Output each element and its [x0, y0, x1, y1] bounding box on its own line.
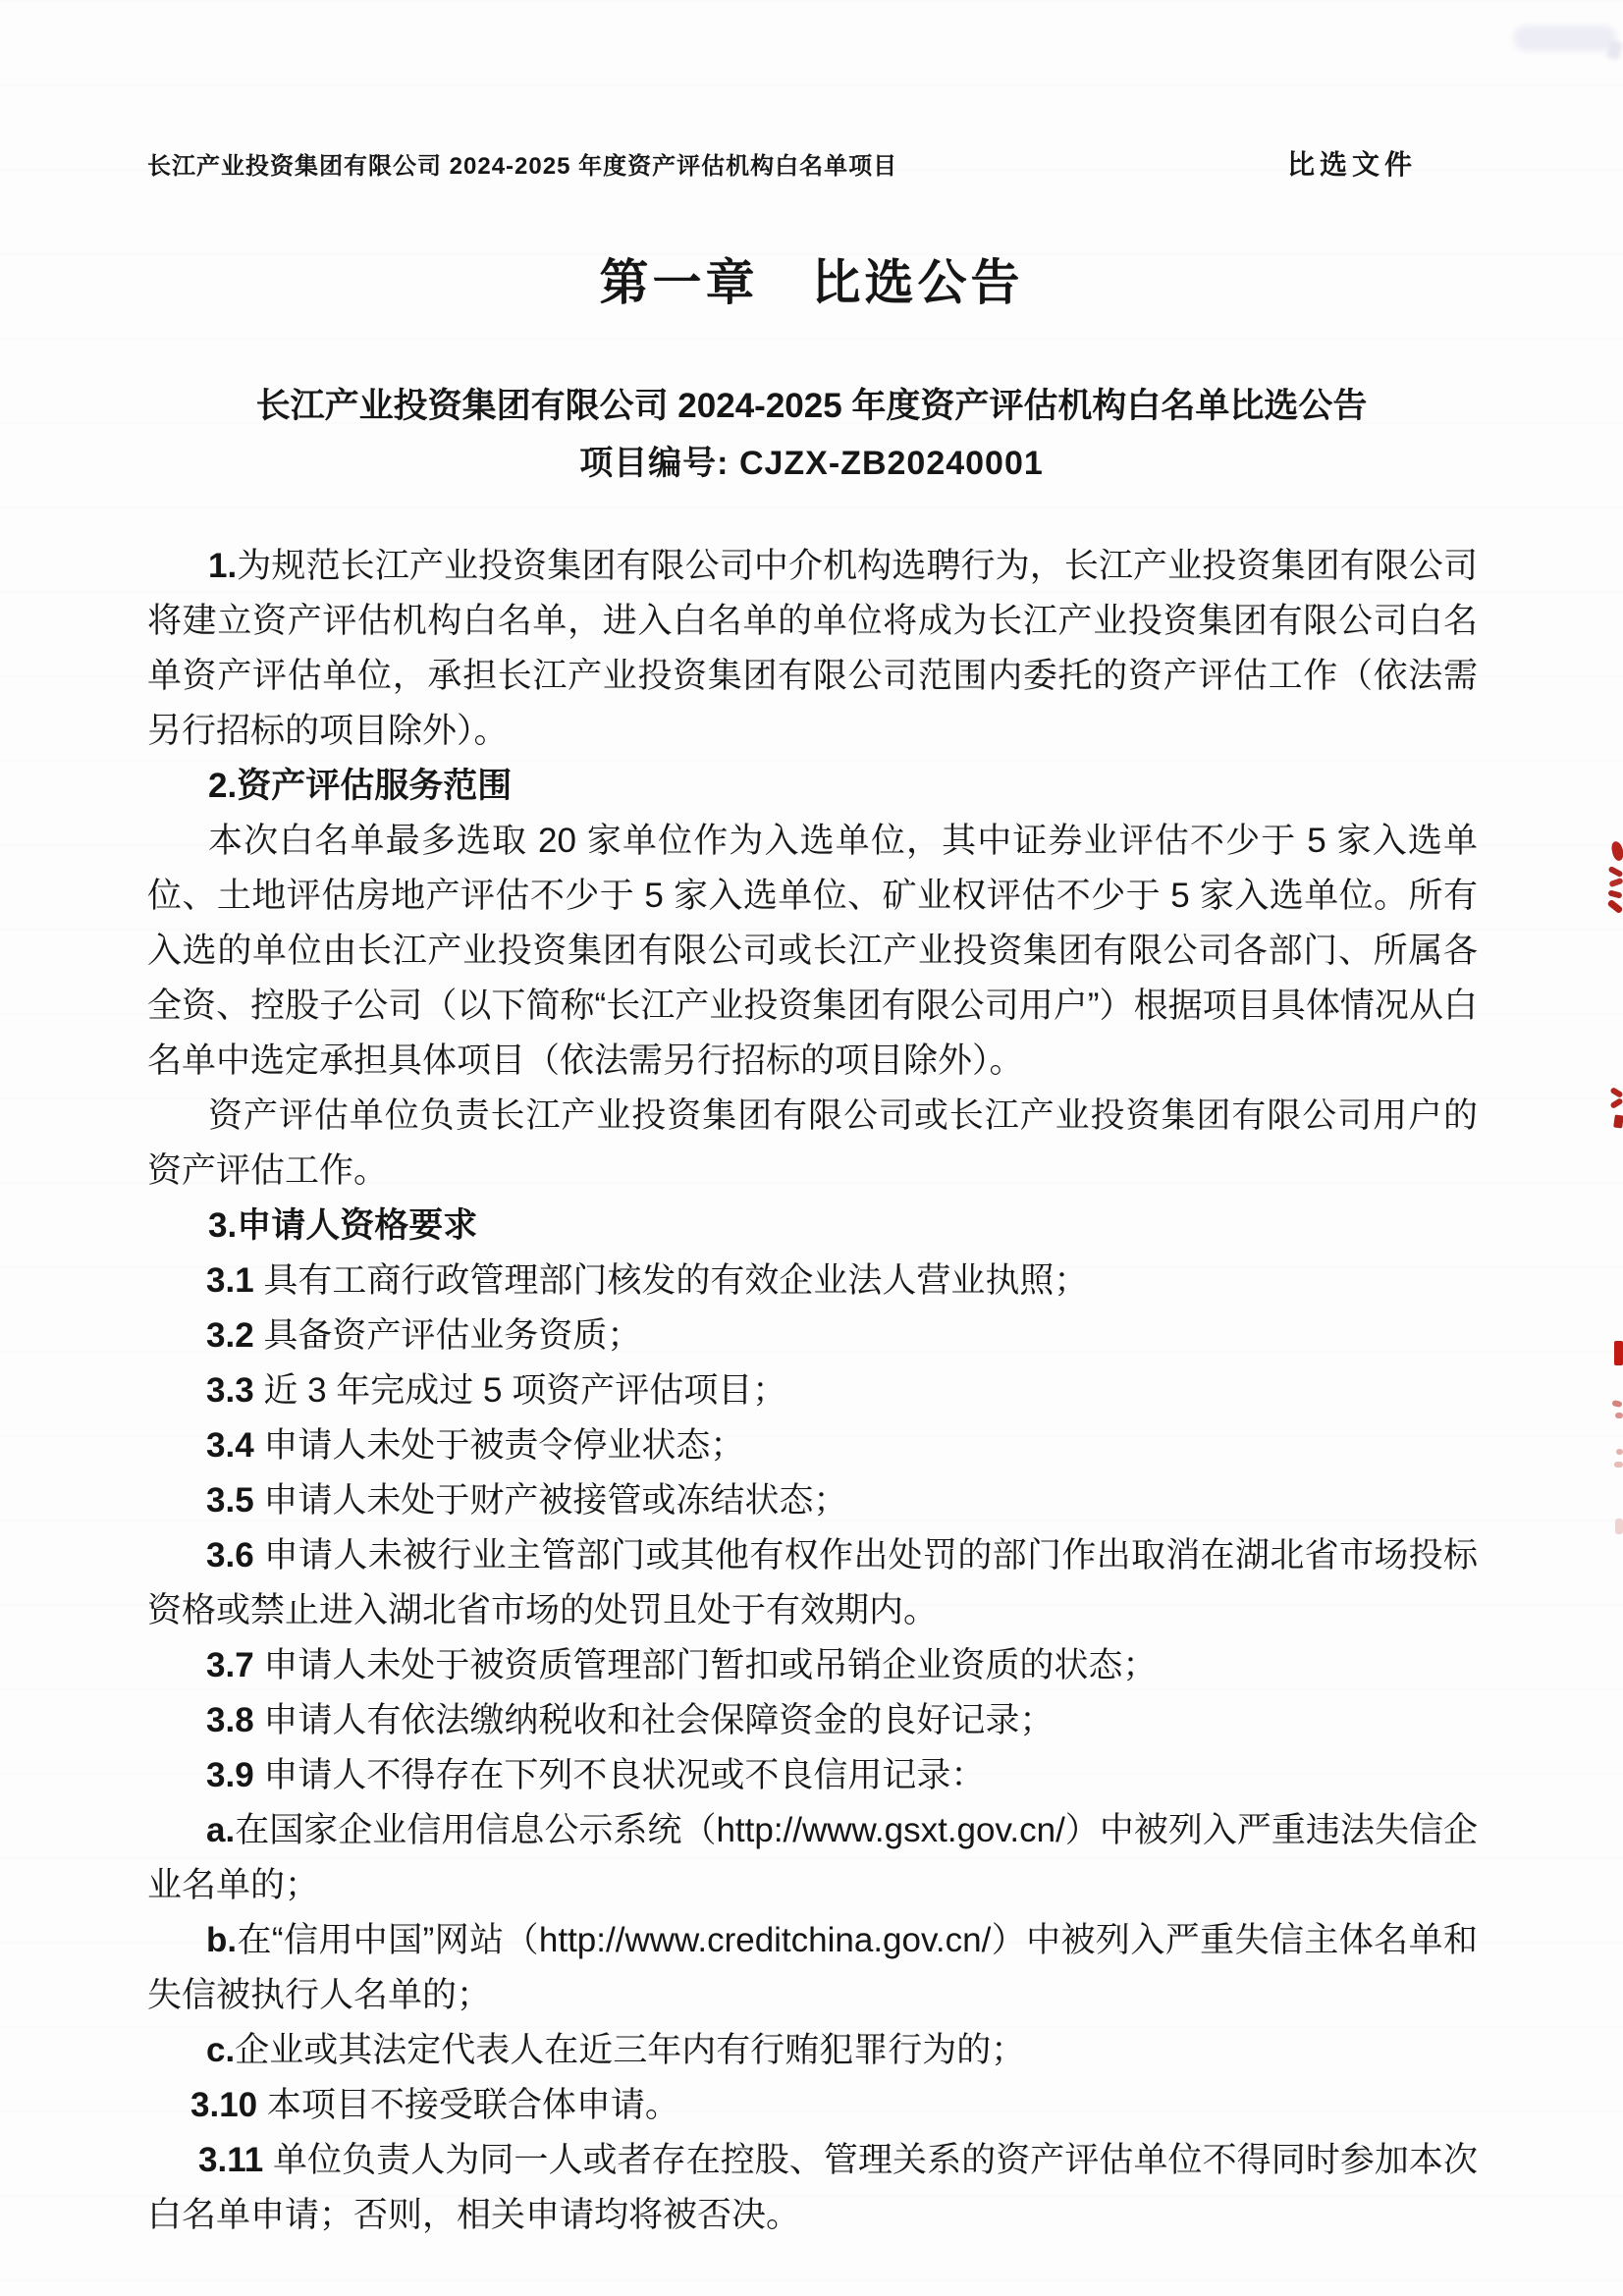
item-text: 在“信用中国”网站（http://www.creditchina.gov.cn/）中被列入严重失信主体名单和失信被执行人名单的； — [147, 1921, 1478, 2014]
item-number: a. — [206, 1811, 236, 1849]
item-number: 3.8 — [206, 1701, 264, 1739]
requirement-item — [147, 1528, 1478, 1638]
item-number: b. — [206, 1921, 238, 1959]
announcement-title: 长江产业投资集团有限公司 2024-2025 年度资产评估机构白名单比选公告 — [255, 387, 1368, 425]
paragraph-scope: 本次白名单最多选取 20 家单位作为入选单位，其中证券业评估不少于 5 家入选单位、土地评估房地产评估不少于 5 家入选单位、矿业权评估不少于 5 家入选单位。所有入选的单位由长江产业投资集团有限公司或长江产业投资集团有限公司各部门、所属各全资、控股子公司（以下简称“长江产业投资集团有限公司用户”）根据项目具体情况从白名单中选定承担具体项目（依法需另行招标的项目除外）。 — [147, 822, 1478, 1080]
item-number: 3.5 — [206, 1481, 264, 1520]
requirement-item — [147, 1748, 1478, 1803]
seal-fragment — [1613, 1114, 1623, 1128]
seal-fragment — [1609, 1087, 1623, 1098]
header-project-title: 长江产业投资集团有限公司 2024-2025 年度资产评估机构白名单项目 — [147, 153, 898, 180]
item-text: 具有工商行政管理部门核发的有效企业法人营业执照； — [263, 1261, 1089, 1300]
item-text: 本项目不接受联合体申请。 — [266, 2086, 679, 2124]
item-number: 3.2 — [206, 1316, 264, 1355]
seal-fragment — [1614, 1462, 1623, 1468]
seal-fragment — [1610, 840, 1623, 862]
paragraph-intro — [147, 539, 1478, 759]
item-text: 申请人未被行业主管部门或其他有权作出处罚的部门作出取消在湖北省市场投标资格或禁止进入湖北省市场的处罚且处于有效期内。 — [147, 1536, 1478, 1629]
requirement-item — [147, 1693, 1478, 1748]
seal-fragment — [1614, 1341, 1623, 1365]
page-header — [147, 0, 1476, 183]
requirement-item — [147, 1418, 1478, 1473]
paragraph-number: 1. — [208, 547, 238, 585]
item-text: 具备资产评估业务资质； — [263, 1316, 642, 1355]
project-number: 项目编号: CJZX-ZB20240001 — [579, 445, 1044, 482]
seal-fragment — [1616, 1449, 1623, 1455]
paragraph-text: 为规范长江产业投资集团有限公司中介机构选聘行为，长江产业投资集团有限公司将建立资产评估机构白名单，进入白名单的单位将成为长江产业投资集团有限公司白名单资产评估单位，承担长江产业投资集团有限公司范围内委托的资产评估工作（依法需另行招标的项目除外）。 — [147, 547, 1478, 750]
item-number: 3.11 — [198, 2141, 273, 2179]
item-text: 单位负责人为同一人或者存在控股、管理关系的资产评估单位不得同时参加本次白名单申请；否则，相关申请均将被否决。 — [147, 2141, 1478, 2234]
item-text: 近 3 年完成过 5 项资产评估项目； — [263, 1371, 787, 1410]
seal-fragment — [1615, 1519, 1623, 1534]
section-heading-requirements: 3.申请人资格要求 — [208, 1206, 478, 1245]
item-number: 3.1 — [206, 1261, 264, 1300]
item-number: 3.10 — [190, 2086, 267, 2124]
seal-fragment — [1607, 866, 1623, 878]
seal-fragment — [1608, 878, 1623, 887]
requirement-item — [147, 2078, 1478, 2133]
item-text: 申请人未处于财产被接管或冻结状态； — [263, 1481, 848, 1520]
item-number: 3.4 — [206, 1426, 264, 1465]
seal-fragment — [1611, 1400, 1622, 1408]
requirement-item — [147, 1254, 1478, 1308]
header-doc-type: 比选文件 — [1286, 149, 1417, 180]
item-text: 申请人有依法缴纳税收和社会保障资金的良好记录； — [263, 1701, 1055, 1739]
document-body — [147, 539, 1478, 2243]
item-number: 3.3 — [206, 1371, 264, 1410]
requirement-item — [147, 1638, 1478, 1693]
requirement-item — [147, 1308, 1478, 1363]
seal-fragment — [1607, 889, 1622, 898]
item-text: 申请人不得存在下列不良状况或不良信用记录： — [263, 1756, 986, 1794]
item-text: 申请人未处于被资质管理部门暂扣或吊销企业资质的状态； — [263, 1646, 1158, 1684]
item-text: 在国家企业信用信息公示系统（http://www.gsxt.gov.cn/）中被列入严重违法失信企业名单的； — [147, 1811, 1478, 1904]
seal-fragment — [1609, 1097, 1623, 1109]
item-number: c. — [206, 2031, 236, 2069]
requirement-item — [147, 1363, 1478, 1418]
item-text: 申请人未处于被责令停业状态； — [263, 1426, 745, 1465]
requirement-subitem — [147, 2023, 1478, 2078]
section-heading-scope: 2.资产评估服务范围 — [208, 767, 513, 805]
item-number: 3.7 — [206, 1646, 264, 1684]
requirement-item — [147, 2133, 1478, 2243]
item-number: 3.6 — [206, 1536, 264, 1575]
paragraph-responsibility: 资产评估单位负责长江产业投资集团有限公司或长江产业投资集团有限公司用户的资产评估工作。 — [147, 1096, 1478, 1190]
requirement-subitem — [147, 1913, 1478, 2023]
chapter-title: 第一章 比选公告 — [599, 255, 1024, 310]
seal-fragment — [1607, 899, 1623, 914]
scan-smudge — [1514, 26, 1616, 51]
requirement-item — [147, 1473, 1478, 1528]
requirement-subitem — [147, 1803, 1478, 1913]
item-number: 3.9 — [206, 1756, 264, 1794]
seal-fragment — [1615, 1413, 1623, 1418]
item-text: 企业或其法定代表人在近三年内有行贿犯罪行为的； — [235, 2031, 1026, 2069]
